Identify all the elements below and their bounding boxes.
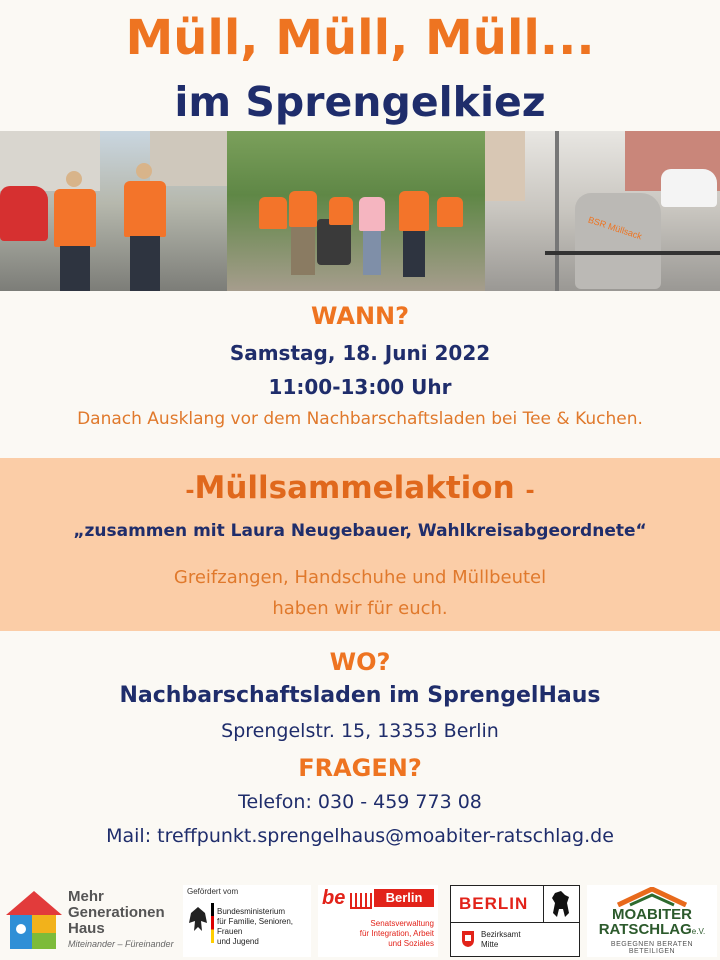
venue-address: Sprengelstr. 15, 13353 Berlin bbox=[221, 720, 499, 742]
bmfsfj-line-2: für Familie, Senioren, Frauen bbox=[217, 917, 294, 936]
action-dash-left: - bbox=[185, 479, 195, 504]
when-heading: WANN? bbox=[310, 302, 410, 330]
mgh-tagline: Miteinander – Füreinander bbox=[68, 939, 174, 949]
ratschlag-line-2: RATSCHLAG bbox=[598, 921, 692, 938]
action-dash-right: - bbox=[525, 479, 535, 504]
mgh-line-3: Haus bbox=[68, 920, 105, 937]
where-heading: WO? bbox=[329, 648, 391, 676]
house-puzzle-icon bbox=[4, 889, 64, 953]
title-line-1: Müll, Müll, Müll... bbox=[125, 10, 595, 66]
logo-mehrgenerationenhaus bbox=[4, 885, 176, 957]
bmfsfj-line-3: und Jugend bbox=[217, 937, 259, 946]
ratschlag-suffix: e.V. bbox=[691, 927, 706, 936]
bmfsfj-line-1: Bundesministerium bbox=[217, 907, 286, 916]
mgh-line-2: Generationen bbox=[68, 904, 165, 921]
event-date: Samstag, 18. Juni 2022 bbox=[229, 341, 491, 365]
logo-senatsverwaltung bbox=[318, 885, 438, 957]
title-line-2: im Sprengelkiez bbox=[174, 78, 546, 126]
senat-line-3: und Soziales bbox=[388, 939, 434, 948]
guest-quote: „zusammen mit Laura Neugebauer, Wahlkreisabgeordnete“ bbox=[73, 521, 647, 541]
photo-volunteers-street bbox=[0, 131, 227, 291]
senat-line-2: für Integration, Arbeit bbox=[359, 929, 434, 938]
logo-bezirksamt-mitte bbox=[450, 885, 580, 957]
ratschlag-tagline: BEGEGNEN BERATEN BETEILIGEN bbox=[610, 941, 694, 955]
bezirk-crest-icon bbox=[461, 930, 475, 948]
senat-berlin-label: Berlin bbox=[374, 889, 434, 907]
logo-moabiter-ratschlag bbox=[587, 885, 717, 957]
mgh-line-1: Mehr bbox=[68, 888, 104, 905]
berlin-bear-icon bbox=[549, 889, 573, 919]
logo-bmfsfj bbox=[183, 885, 311, 957]
equipment-line-2: haben wir für euch. bbox=[272, 598, 448, 619]
contact-mail: Mail: treffpunkt.sprengelhaus@moabiter-ratschlag.de bbox=[106, 825, 614, 847]
funded-by-label: Gefördert vom bbox=[187, 887, 239, 896]
afterwards-note: Danach Ausklang vor dem Nachbarschaftsladen bei Tee & Kuchen. bbox=[77, 409, 643, 429]
bezirk-berlin-label: BERLIN bbox=[459, 894, 529, 913]
questions-heading: FRAGEN? bbox=[298, 754, 422, 782]
photo-trash-bags bbox=[485, 131, 720, 291]
photo-volunteers-park bbox=[227, 131, 485, 291]
ratschlag-line-1: MOABITER bbox=[612, 906, 692, 923]
federal-eagle-icon bbox=[187, 905, 209, 935]
action-title-text: Müllsammelaktion bbox=[194, 470, 515, 506]
event-time: 11:00-13:00 Uhr bbox=[268, 375, 452, 399]
senat-line-1: Senatsverwaltung bbox=[370, 919, 434, 928]
bezirk-line-1: Bezirksamt bbox=[481, 930, 521, 939]
roof-icon bbox=[614, 887, 690, 907]
venue-name: Nachbarschaftsladen im SprengelHaus bbox=[119, 683, 601, 708]
brandenburg-gate-icon bbox=[350, 893, 372, 909]
be-berlin-mark: be bbox=[322, 887, 346, 909]
action-title bbox=[0, 470, 720, 506]
bezirk-line-2: Mitte bbox=[481, 940, 499, 949]
equipment-line-1: Greifzangen, Handschuhe und Müllbeutel bbox=[173, 567, 547, 588]
contact-phone: Telefon: 030 - 459 773 08 bbox=[238, 791, 482, 813]
bag-label: BSR Müllsack bbox=[586, 214, 644, 242]
